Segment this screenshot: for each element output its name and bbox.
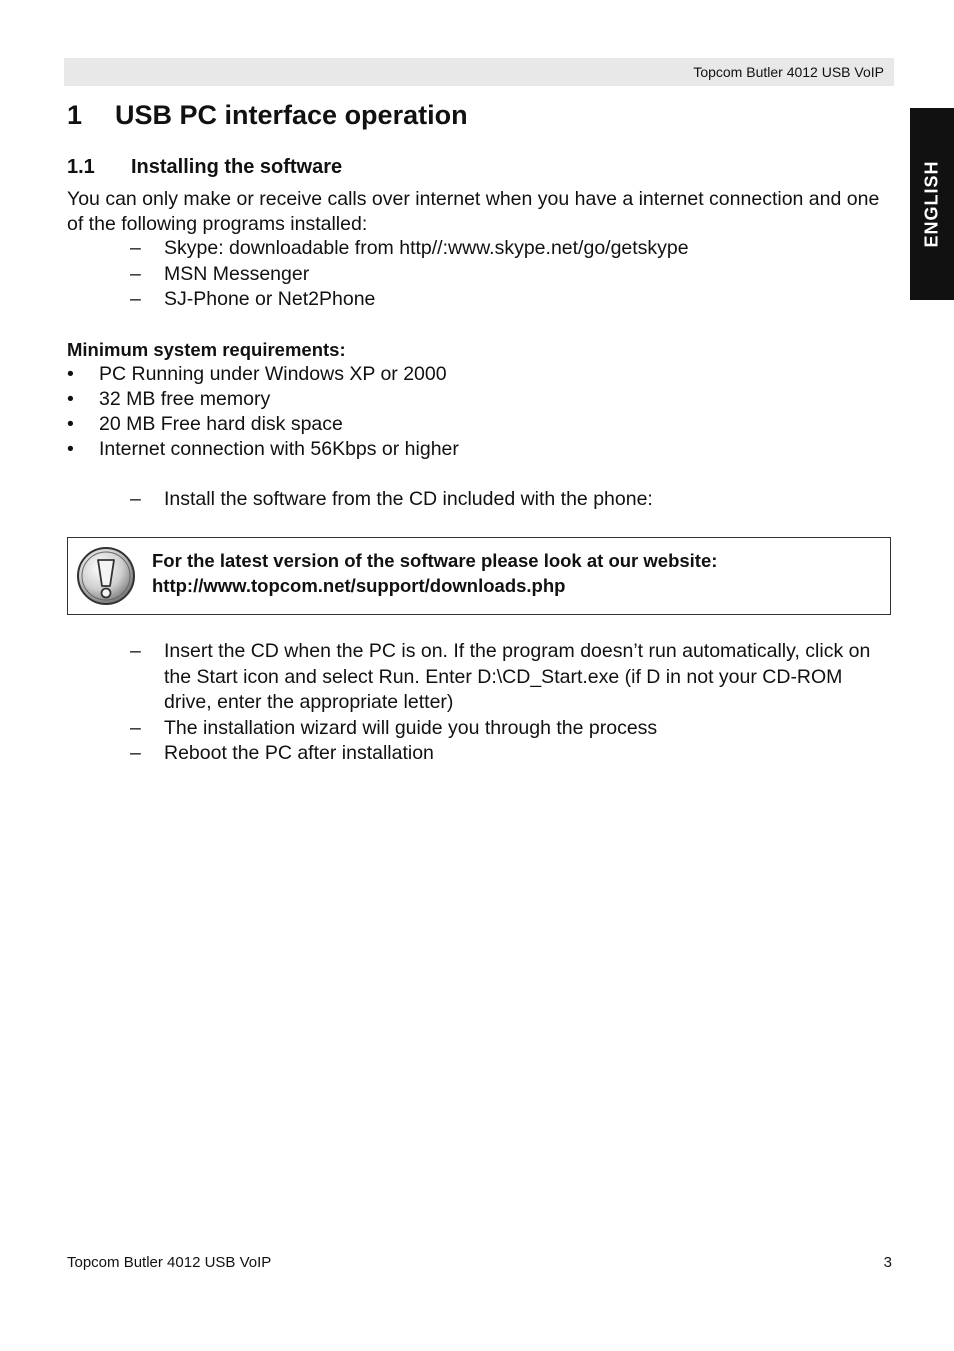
footer-title: Topcom Butler 4012 USB VoIP [67,1254,272,1271]
requirements-title: Minimum system requirements: [67,339,346,360]
list-item [67,437,459,462]
bullet-marker: • [67,388,74,410]
subsection-heading [67,156,342,179]
dash-marker: – [130,716,141,739]
bullet-marker: • [67,438,74,460]
dash-marker: – [130,237,141,259]
list-item [130,741,890,767]
bullet-marker: • [67,363,74,385]
page-header [64,58,894,86]
subsection-title: Installing the software [131,156,343,178]
list-item [67,387,459,412]
bullet-marker: • [67,413,74,435]
steps-list [130,639,890,767]
note-link[interactable]: http://www.topcom.net/support/downloads.php [152,575,566,596]
list-item [130,716,890,742]
step-text: Insert the CD when the PC is on. If the program doesn’t run automatically, click on the Start icon and select Run. Enter D:\CD_Start.exe (if D in not your CD-ROM drive, enter the appropriate letter) [164,640,871,713]
list-item [130,236,689,262]
list-item [130,487,653,513]
section-number: 1 [67,100,83,130]
dash-marker: – [130,262,141,285]
list-item [67,362,459,387]
language-tab [910,108,954,300]
requirement-text: PC Running under Windows XP or 2000 [99,363,447,385]
requirements-list [67,362,459,462]
list-item [130,262,689,288]
program-text: Skype: downloadable from http//:www.skype.net/go/getskype [164,237,689,259]
section-title: USB PC interface operation [115,100,468,130]
note-text [152,548,717,598]
dash-marker: – [130,488,141,510]
page-number: 3 [883,1254,892,1271]
note-box [67,537,891,615]
header-title: Topcom Butler 4012 USB VoIP [693,64,884,80]
requirement-text: 32 MB free memory [99,388,271,410]
list-item [130,639,890,716]
dash-marker: – [130,742,141,764]
subsection-number: 1.1 [67,156,95,178]
dash-marker: – [130,640,141,662]
program-text: MSN Messenger [164,262,310,285]
program-text: SJ-Phone or Net2Phone [164,288,376,310]
intro-paragraph: You can only make or receive calls over internet when you have a internet connection and one of the following programs installed: [67,188,880,235]
step-text: The installation wizard will guide you through the process [164,716,658,739]
dash-marker: – [130,288,141,310]
install-step-text: Install the software from the CD included with the phone: [164,488,653,510]
program-list [130,236,689,313]
list-item [67,412,459,437]
section-heading [67,100,468,131]
language-tab-label: ENGLISH [921,160,942,248]
requirement-text: 20 MB Free hard disk space [99,413,343,435]
requirement-text: Internet connection with 56Kbps or higher [99,438,459,460]
install-step-list [130,487,653,513]
note-line-1: For the latest version of the software please look at our website: [152,550,718,571]
list-item [130,287,689,313]
step-text: Reboot the PC after installation [164,742,434,764]
exclamation-icon [76,546,136,606]
